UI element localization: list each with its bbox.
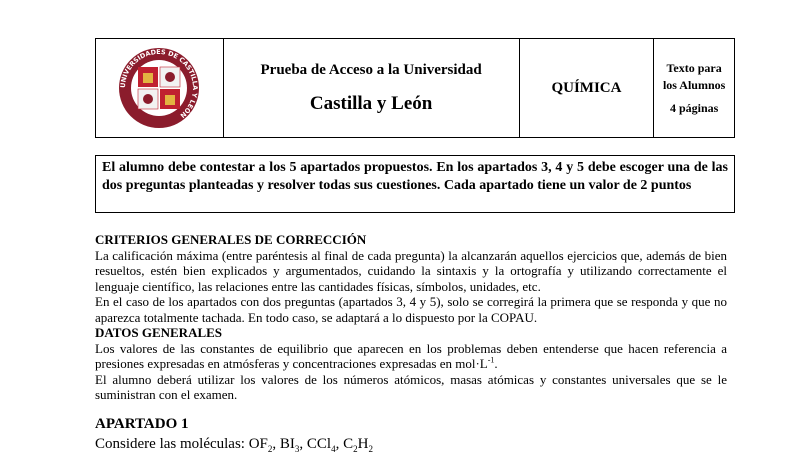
university-seal-logo bbox=[118, 47, 200, 129]
meta-cell bbox=[654, 39, 734, 137]
molecule-2-subscript: 3 bbox=[294, 444, 300, 454]
general-data-paragraph-1 bbox=[95, 341, 727, 372]
text-for-line2: los Alumnos bbox=[662, 77, 726, 92]
question-start: Considere las moléculas: bbox=[95, 436, 249, 452]
page-count: 4 páginas bbox=[669, 100, 719, 115]
unit-exponent: -1 bbox=[487, 355, 495, 365]
molecule-1-symbol: OF bbox=[248, 436, 268, 452]
molecule-4-symbol: C bbox=[343, 436, 354, 452]
general-data-paragraph-1-end: . bbox=[494, 356, 498, 371]
general-data-paragraph-2: El alumno deberá utilizar los valores de los números atómicos, masas atómicas y constantes universales que se le suministran con el examen. bbox=[95, 371, 727, 402]
general-data-paragraph-1-text: Los valores de las constantes de equilibrio que aparecen en los problemas deben entenderse que hacen referencia a presiones expresadas en atmósferas y concentraciones expresadas en mol·L bbox=[95, 340, 727, 371]
molecule-4-mid: H bbox=[357, 436, 369, 452]
logo-cell bbox=[96, 39, 224, 137]
region-title: Castilla y León bbox=[309, 92, 433, 114]
exam-title: Prueba de Acceso a la Universidad bbox=[260, 61, 482, 78]
text-for-line1: Texto para bbox=[666, 60, 722, 75]
title-cell bbox=[224, 39, 520, 137]
subject-title: QUÍMICA bbox=[551, 79, 622, 96]
molecule-4-subscript: 2 bbox=[353, 444, 358, 454]
subject-cell bbox=[520, 39, 655, 137]
section-1-heading: APARTADO 1 bbox=[95, 416, 189, 432]
criteria-paragraph-2: En el caso de los apartados con dos preguntas (apartados 3, 4 y 5), solo se corregirá la primera que se responda y que no aparezca totalmente tachada. En todo caso, se adaptará a lo dispuesto por la COPAU. bbox=[95, 294, 727, 325]
molecule-3-subscript: 4 bbox=[331, 444, 336, 454]
instructions-box: El alumno debe contestar a los 5 apartados propuestos. En los apartados 3, 4 y 5 debe escoger una de las dos preguntas planteadas y resolver todas sus cuestiones. Cada apartado tiene un valor de 2 puntos bbox=[95, 155, 735, 213]
molecule-3-separator: , bbox=[335, 436, 344, 452]
criteria-heading: CRITERIOS GENERALES DE CORRECCIÓN bbox=[95, 232, 367, 247]
molecule-1-subscript: 2 bbox=[267, 444, 273, 454]
logo-ring-text: UNIVERSIDADES DE CASTILLA Y LEÓN bbox=[119, 47, 200, 120]
section-1-question bbox=[95, 436, 373, 453]
molecule-4-subscript-2: 2 bbox=[368, 444, 373, 454]
general-data-heading: DATOS GENERALES bbox=[95, 325, 223, 340]
molecule-1-separator: , bbox=[272, 436, 280, 452]
molecule-3-symbol: CCl bbox=[306, 436, 332, 452]
criteria-paragraph-1: La calificación máxima (entre paréntesis al final de cada pregunta) la alcanzarán aquellos ejercicios que, además de bien resueltos, estén bien explicados y argumentados, cuidando la sintaxis y la ortografía y utilizando correctamente el lenguaje científico, las relaciones entre las cantidades físicas, símbolos, unidades, etc. bbox=[95, 247, 727, 294]
criteria-section bbox=[95, 232, 727, 403]
exam-header bbox=[95, 38, 735, 138]
molecule-2-separator: , bbox=[299, 436, 307, 452]
molecule-2-symbol: BI bbox=[279, 436, 295, 452]
